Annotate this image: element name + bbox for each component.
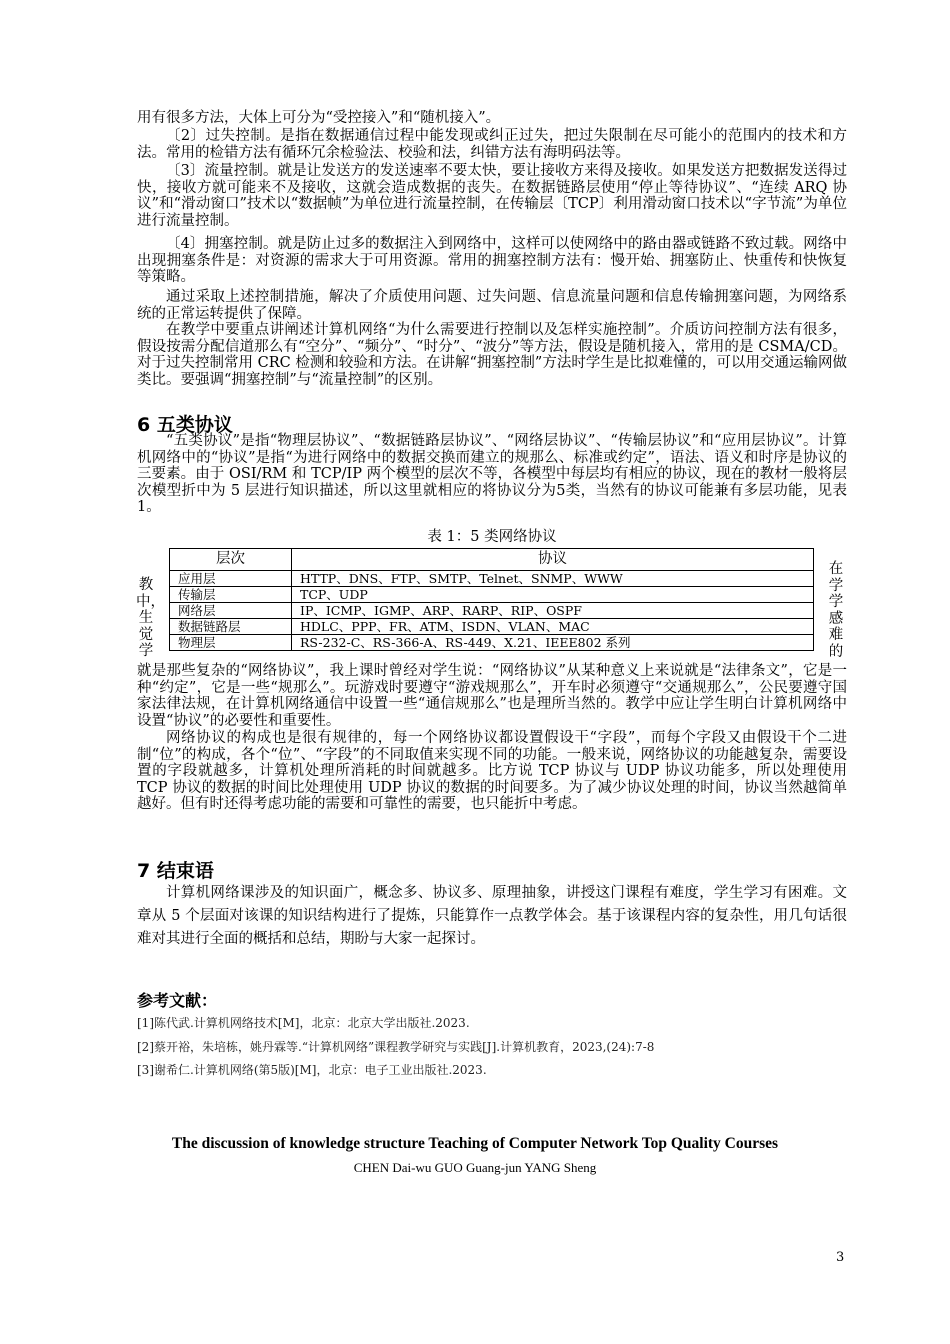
- section-heading-6: 6 五类协议: [137, 414, 233, 436]
- paragraph-congestion-control: 〔4〕拥塞控制。就是防止过多的数据注入到网络中，这样可以使网络中的路由器或链路不致过载。网络中出现拥塞条件是：对资源的需求大于可用资源。常用的拥塞控制方法有：慢开始、拥塞防止、快重传和快恢复等策略。: [137, 236, 847, 285]
- english-title: The discussion of knowledge structure Teaching of Computer Network Top Quality Courses: [171, 1135, 779, 1152]
- wrap-text-left: 教 中， 生 觉 学: [136, 577, 165, 659]
- table-row: [170, 635, 814, 651]
- layer-cell: 数据链路层: [170, 619, 292, 635]
- layer-cell: 物理层: [170, 635, 292, 651]
- paragraph-protocol-analogy: 就是那些复杂的“网络协议”，我上课时曾经对学生说：“网络协议”从某种意义上来说就是“法律条文”，它是一种“约定”，它是一些“规那么”。玩游戏时要遵守“游戏规那么”，开车时必须遵守“交通规那么”，公民要遵守国家法律法规，在计算机网络通信中设置一些“通信规那么”也是理所当然的。教学中应让学生明白计算机网络中设置“协议”的必要性和重要性。: [137, 663, 847, 729]
- protocol-cell: RS-232-C、RS-366-A、RS-449、X.21、IEEE802 系列: [292, 635, 814, 651]
- layer-cell: 网络层: [170, 603, 292, 619]
- table-header-layer: 层次: [170, 549, 292, 571]
- table-row: [170, 587, 814, 603]
- table-row: [170, 603, 814, 619]
- section-heading-7: 7 结束语: [137, 860, 214, 882]
- protocol-cell: IP、ICMP、IGMP、ARP、RARP、RIP、OSPF: [292, 603, 814, 619]
- page-number: 3: [836, 1250, 845, 1265]
- wrap-text-right: 在 学 学 感 难 的: [828, 561, 844, 660]
- protocol-table: [169, 548, 814, 651]
- reference-item: [3]谢希仁.计算机网络(第5版)[M]，北京：电子工业出版社.2023.: [137, 1063, 487, 1077]
- paragraph-error-control: 〔2〕过失控制。是指在数据通信过程中能发现或纠正过失，把过失限制在尽可能小的范围内的技术和方法。常用的检错方法有循环冗余检验法、校验和法，纠错方法有海明码法等。: [137, 128, 847, 161]
- references-heading: 参考文献：: [137, 991, 218, 1010]
- paragraph-protocol-structure: 网络协议的构成也是很有规律的，每一个网络协议都设置假设干“字段”，而每个字段又由假设干个二进制“位”的构成，各个“位”、“字段”的不同取值来实现不同的功能。一般来说，网络协议的功能越复杂，需要设置的字段就越多，计算机处理所消耗的时间就越多。比方说 TCP 协议与 UDP 协议功能多，所以处理使用 TCP 协议的数据的时间比处理使用 UDP 协议的数据的时间要多。为了减少协议处理的时间，协议当然越简单越好。但有时还得考虑功能的需要和可靠性的需要，也只能折中考虑。: [137, 730, 847, 812]
- layer-cell: 应用层: [170, 571, 292, 587]
- reference-item: [2]蔡开裕，朱培栋，姚丹霖等.“计算机网络”课程教学研究与实践[J].计算机教育，2023,(24):7-8: [137, 1040, 655, 1054]
- table-caption: 表 1：5 类网络协议: [427, 529, 557, 545]
- table-row: [170, 619, 814, 635]
- protocol-cell: HTTP、DNS、FTP、SMTP、Telnet、SNMP、WWW: [292, 571, 814, 587]
- table-header-protocol: 协议: [292, 549, 814, 571]
- paragraph-flow-control: 〔3〕流量控制。就是让发送方的发送速率不要太快，要让接收方来得及接收。如果发送方把数据发送得过快，接收方就可能来不及接收，这就会造成数据的丧失。在数据链路层使用“停止等待协议”、“连续 ARQ 协议”和“滑动窗口”技术以“数据帧”为单位进行流量控制，在传输层〔TCP〕利用滑动窗口技术以“字节流”为单位进行流量控制。: [137, 163, 847, 229]
- paragraph: 用有很多方法，大体上可分为“受控接入”和“随机接入”。: [137, 110, 501, 126]
- paragraph-summary: 通过采取上述控制措施，解决了介质使用问题、过失问题、信息流量问题和信息传输拥塞问题，为网络系统的正常运转提供了保障。: [137, 289, 847, 322]
- table-header-row: [170, 549, 814, 571]
- reference-item: [1]陈代武.计算机网络技术[M]，北京：北京大学出版社.2023.: [137, 1016, 470, 1030]
- protocol-cell: TCP、UDP: [292, 587, 814, 603]
- paragraph-teaching: 在教学中要重点讲阐述计算机网络“为什么需要进行控制以及怎样实施控制”。介质访问控制方法有很多，假设按需分配信道那么有“空分”、“频分”、“时分”、“波分”等方法，假设是随机接入，常用的是 CSMA/CD。对于过失控制常用 CRC 检测和较验和方法。在讲解“拥塞控制”方法时学生是比拟难懂的，可以用交通运输网做类比。要强调“拥塞控制”与“流量控制”的区别。: [137, 322, 847, 388]
- layer-cell: 传输层: [170, 587, 292, 603]
- paragraph-conclusion: 计算机网络课涉及的知识面广，概念多、协议多、原理抽象，讲授这门课程有难度，学生学习有困难。文章从 5 个层面对该课的知识结构进行了提炼，只能算作一点教学体会。基于该课程内容的复杂性，用几句话很难对其进行全面的概括和总结，期盼与大家一起探讨。: [137, 885, 847, 947]
- english-authors: CHEN Dai-wu GUO Guang-jun YANG Sheng: [353, 1160, 597, 1175]
- paragraph-five-protocols: “五类协议”是指“物理层协议”、“数据链路层协议”、“网络层协议”、“传输层协议”和“应用层协议”。计算机网络中的“协议”是指“为进行网络中的数据交换而建立的规那么、标准或约定”，语法、语义和时序是协议的三要素。由于 OSI/RM 和 TCP/IP 两个模型的层次不等，各模型中每层均有相应的协议，现在的教材一般将层次模型折中为 5 层进行知识描述，所以这里就相应的将协议分为5类，当然有的协议可能兼有多层功能，见表 1。: [137, 433, 847, 515]
- table-row: [170, 571, 814, 587]
- protocol-cell: HDLC、PPP、FR、ATM、ISDN、VLAN、MAC: [292, 619, 814, 635]
